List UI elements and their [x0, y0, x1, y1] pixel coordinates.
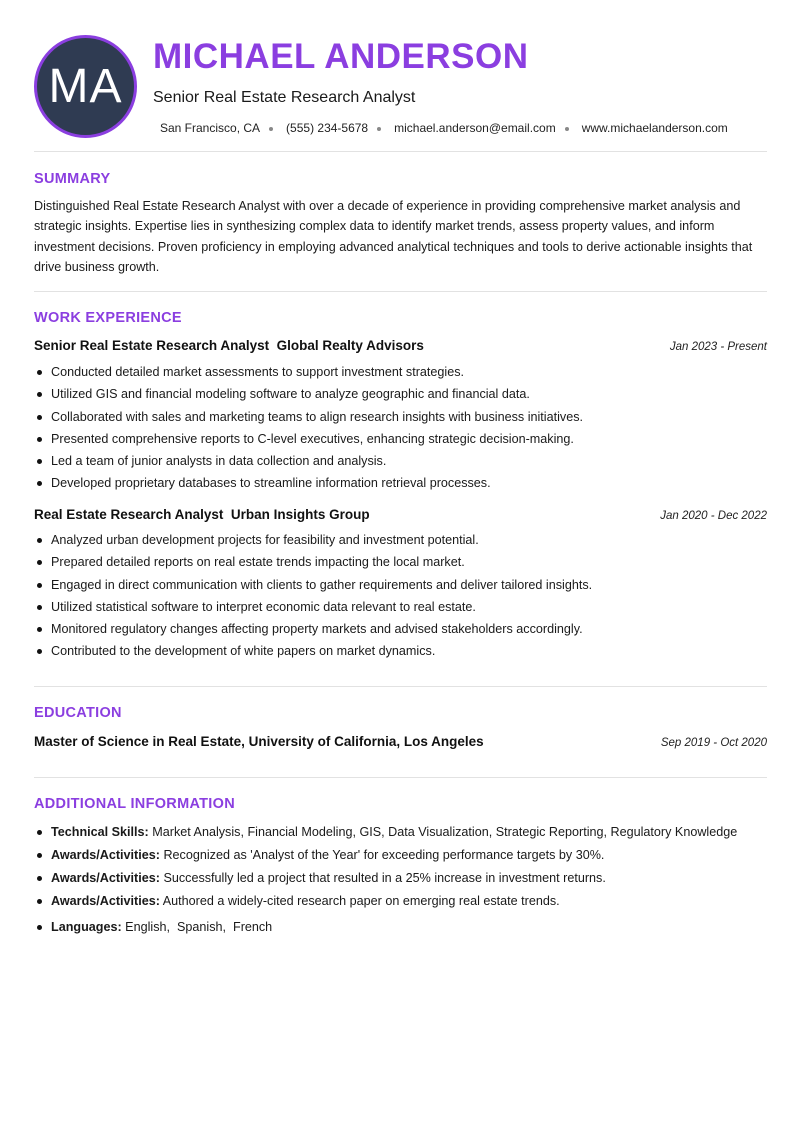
list-item: Utilized statistical software to interpret economic data relevant to real estate. [34, 599, 774, 621]
item-text: Recognized as 'Analyst of the Year' for exceeding performance targets by 30%. [159, 848, 605, 862]
list-item [34, 893, 774, 916]
item-label: Awards/Activities: [51, 871, 160, 885]
divider [34, 686, 767, 687]
job-header [34, 507, 767, 522]
education-entry [34, 734, 767, 749]
list-item [34, 919, 774, 942]
education-heading: EDUCATION [34, 705, 122, 721]
avatar-initials: MA [48, 60, 123, 113]
education-date: Sep 2019 - Oct 2020 [660, 737, 767, 749]
item-text: Authored a widely-cited research paper on emerging real estate trends. [159, 894, 560, 908]
item-text: Successfully led a project that resulted in a 25% increase in investment returns. [159, 871, 606, 885]
candidate-title: Senior Real Estate Research Analyst [153, 89, 416, 106]
job-date: Jan 2023 - Present [669, 341, 767, 353]
item-label: Languages: [51, 920, 122, 934]
job-title: Senior Real Estate Research Analyst Global Realty Advisors [34, 338, 424, 353]
job-header [34, 338, 767, 353]
divider [34, 151, 767, 152]
list-item: Analyzed urban development projects for feasibility and investment potential. [34, 532, 774, 554]
contact-phone: (555) 234-5678 [286, 121, 369, 135]
contact-email[interactable]: michael.anderson@email.com [394, 121, 556, 135]
avatar [34, 35, 137, 138]
item-text: Market Analysis, Financial Modeling, GIS, Data Visualization, Strategic Reporting, Regulatory Knowledge [148, 825, 738, 839]
divider [34, 291, 767, 292]
list-item: Developed proprietary databases to streamline information retrieval processes. [34, 475, 774, 497]
list-item: Engaged in direct communication with clients to gather requirements and deliver tailored insights. [34, 577, 774, 599]
candidate-name: MICHAEL ANDERSON [153, 37, 529, 76]
list-item: Collaborated with sales and marketing teams to align research insights with business initiatives. [34, 409, 774, 431]
experience-heading: WORK EXPERIENCE [34, 310, 182, 326]
job-bullets [34, 364, 774, 498]
item-label: Technical Skills: [51, 825, 149, 839]
list-item: Monitored regulatory changes affecting property markets and advised stakeholders accordingly. [34, 621, 774, 643]
item-label: Awards/Activities: [51, 848, 160, 862]
contact-line [160, 121, 728, 135]
list-item: Conducted detailed market assessments to support investment strategies. [34, 364, 774, 386]
job-bullets [34, 532, 774, 666]
job-title: Real Estate Research Analyst Urban Insights Group [34, 507, 370, 522]
contact-location: San Francisco, CA [160, 121, 261, 135]
summary-text: Distinguished Real Estate Research Analyst with over a decade of experience in providing comprehensive market analysis and strategic insights. Expertise lies in synthesizing complex data to identify market trends, assess property values, and inform investment decisions. Proven proficiency in employing advanced analytical techniques and tools to derive actionable insights that drive business growth. [34, 199, 753, 274]
item-label: Awards/Activities: [51, 894, 160, 908]
degree: Master of Science in Real Estate, University of California, Los Angeles [34, 734, 484, 749]
job-date: Jan 2020 - Dec 2022 [660, 510, 767, 522]
list-item: Prepared detailed reports on real estate trends impacting the local market. [34, 554, 774, 576]
additional-heading: ADDITIONAL INFORMATION [34, 796, 235, 812]
separator-dot [565, 127, 569, 131]
list-item: Contributed to the development of white papers on market dynamics. [34, 643, 774, 665]
summary-heading: SUMMARY [34, 171, 111, 187]
separator-dot [269, 127, 273, 131]
list-item [34, 824, 774, 847]
item-text: English, Spanish, French [121, 920, 273, 934]
list-item: Presented comprehensive reports to C-level executives, enhancing strategic decision-making. [34, 431, 774, 453]
additional-list [34, 824, 774, 942]
list-item: Utilized GIS and financial modeling software to analyze geographic and financial data. [34, 386, 774, 408]
list-item [34, 870, 774, 893]
list-item [34, 847, 774, 870]
divider [34, 777, 767, 778]
separator-dot [377, 127, 381, 131]
contact-website[interactable]: www.michaelanderson.com [581, 121, 728, 135]
list-item: Led a team of junior analysts in data collection and analysis. [34, 453, 774, 475]
